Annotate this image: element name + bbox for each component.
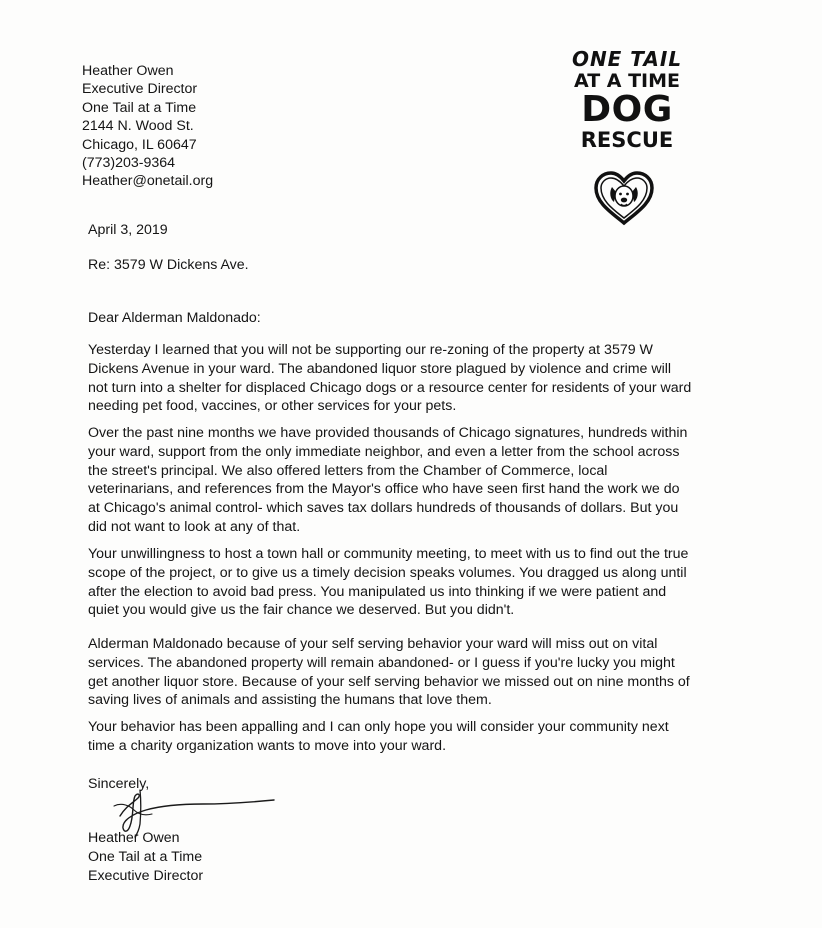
logo-line-3: DOG [581, 89, 673, 130]
sender-address-block [82, 62, 213, 191]
logo-line-1: ONE TAIL [571, 47, 683, 71]
text-line: after the election to avoid bad press. You manipulated us into thinking if we were patient and [88, 583, 667, 600]
sender-name: Heather Owen [82, 63, 174, 79]
text-line: scope of the project, or to give us a timely decision speaks volumes. You dragged us along until [88, 564, 687, 581]
body-paragraph-2 [88, 424, 748, 537]
text-line: time a charity organization wants to move into your ward. [88, 737, 447, 754]
salutation: Dear Alderman Maldonado: [88, 310, 261, 326]
sender-org: One Tail at a Time [82, 99, 197, 116]
text-line: veterinarians, and references from the Mayor's office who have seen first hand the work we do [88, 481, 680, 498]
sender-phone: (773)203-9364 [82, 155, 176, 172]
signoff-title: Executive Director [88, 867, 204, 884]
signoff-block [88, 829, 203, 885]
body-paragraph-3 [88, 545, 748, 620]
sender-email: Heather@onetail.org [82, 173, 214, 190]
text-line: Over the past nine months we have provided thousands of Chicago signatures, hundreds within [88, 425, 688, 441]
sender-street: 2144 N. Wood St. [82, 118, 194, 135]
dog-heart-icon [592, 170, 656, 226]
text-line: Dickens Avenue in your ward. The abandoned liquor store plagued by violence and crime will [88, 360, 672, 377]
text-line: did not want to look at any of that. [88, 518, 301, 535]
body-paragraph-1 [88, 341, 748, 416]
text-line: the street's principal. We also offered letters from the Chamber of Commerce, local [88, 462, 608, 479]
text-line: Yesterday I learned that you will not be supporting our re-zoning of the property at 3579 W [88, 342, 653, 358]
logo-line-4: RESCUE [580, 128, 674, 152]
logo-line-2: AT A TIME [573, 70, 681, 92]
text-line: get another liquor store. Because of your self serving behavior we missed out on nine months of [88, 673, 690, 690]
letter-date: April 3, 2019 [88, 222, 168, 238]
text-line: Your behavior has been appalling and I can only hope you will consider your community next [88, 719, 669, 735]
sender-title: Executive Director [82, 81, 198, 98]
subject-line: Re: 3579 W Dickens Ave. [88, 257, 249, 273]
sender-city: Chicago, IL 60647 [82, 136, 197, 153]
signoff-org: One Tail at a Time [88, 848, 203, 865]
text-line: your ward, support from the only immediate neighbor, and even a letter from the school across [88, 443, 680, 460]
signoff-name: Heather Owen [88, 830, 180, 846]
text-line: Alderman Maldonado because of your self serving behavior your ward will miss out on vital [88, 636, 658, 652]
text-line: at Chicago's animal control- which saves tax dollars hundreds of thousands of dollars. But you [88, 500, 679, 517]
text-line: not turn into a shelter for displaced Chicago dogs or a resource center for residents of your ward [88, 379, 692, 396]
text-line: services. The abandoned property will remain abandoned- or I guess if you're lucky you might [88, 654, 675, 671]
body-paragraph-5 [88, 718, 748, 756]
text-line: Your unwillingness to host a town hall or community meeting, to meet with us to find out the true [88, 546, 689, 562]
closing: Sincerely, [88, 776, 150, 792]
text-line: saving lives of animals and assisting the humans that love them. [88, 692, 492, 709]
body-paragraph-4 [88, 635, 748, 710]
text-line: needing pet food, vaccines, or other services for your pets. [88, 398, 457, 415]
text-line: quiet you would give us the fair chance we deserved. But you didn't. [88, 602, 515, 619]
org-logo [566, 48, 688, 152]
